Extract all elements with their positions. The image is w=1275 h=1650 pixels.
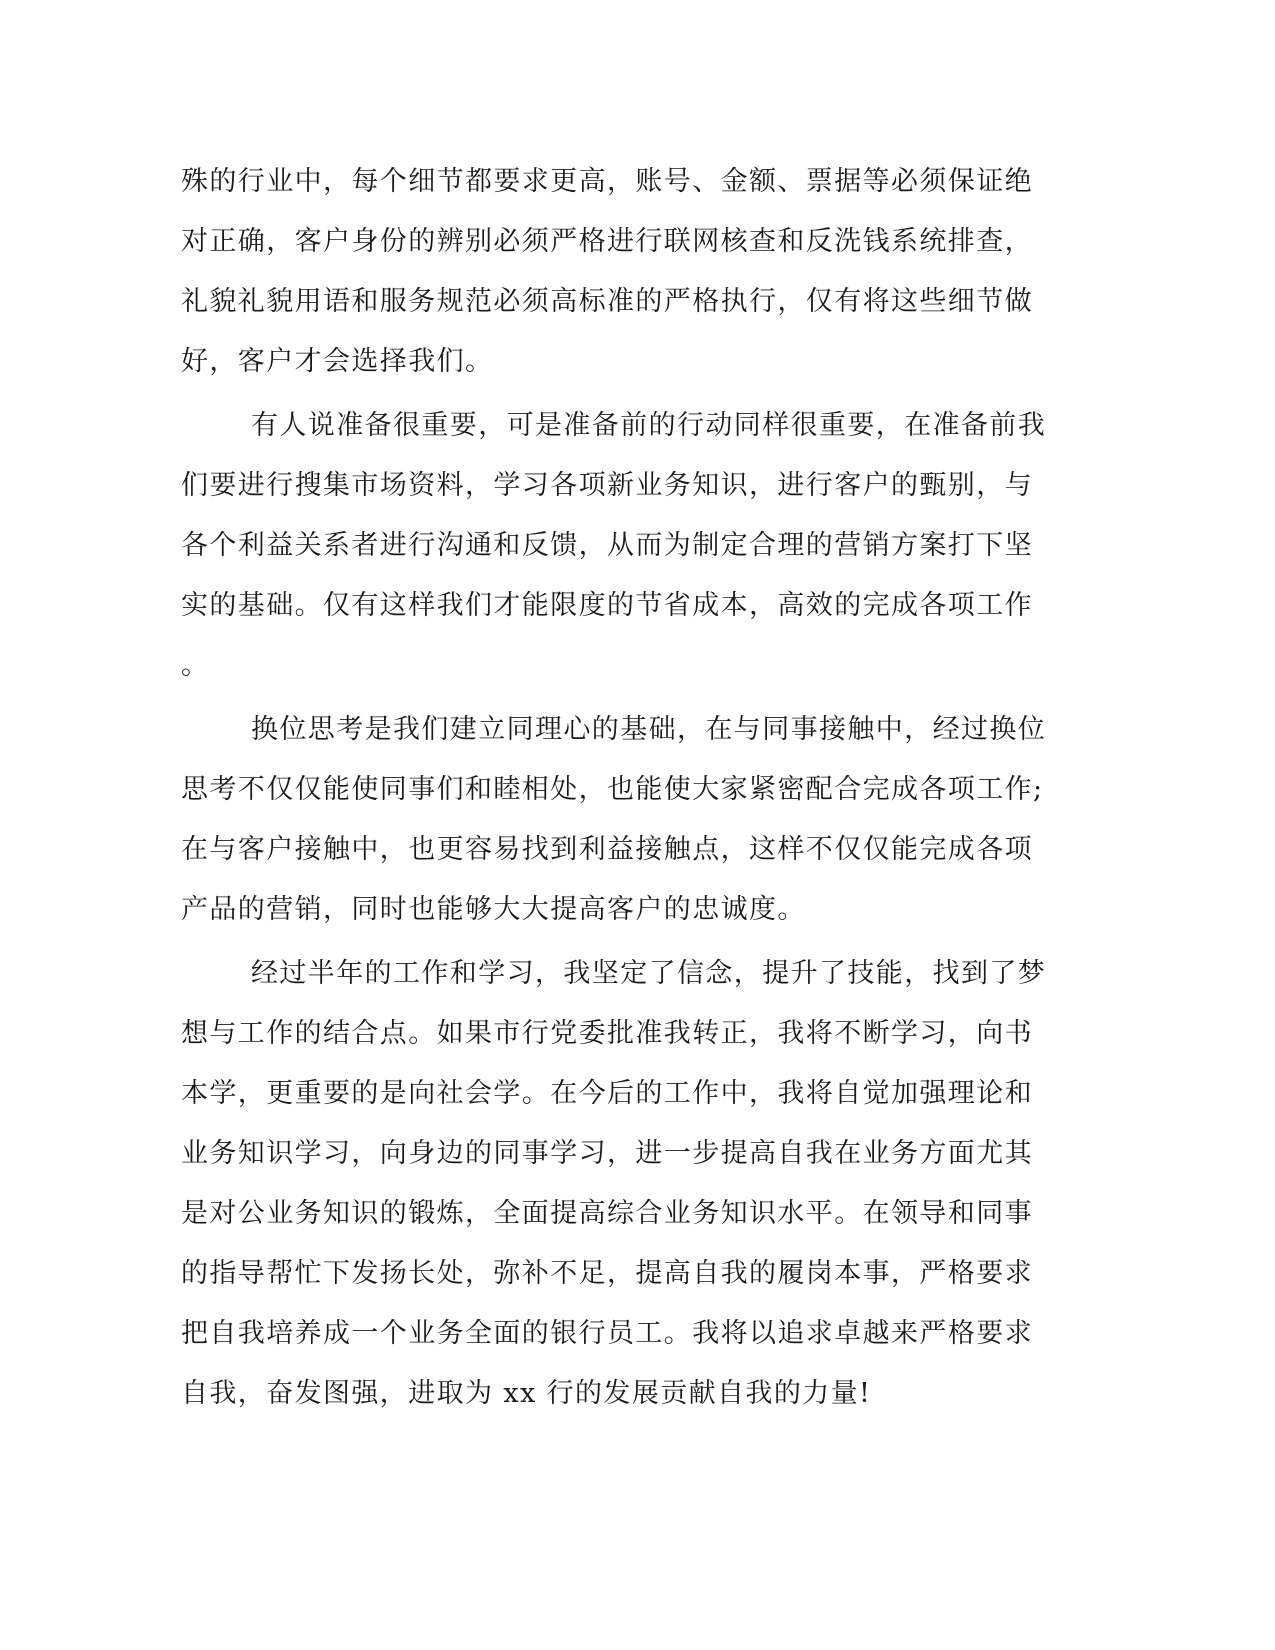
text-line: 经过半年的工作和学习，我坚定了信念，提升了技能，找到了梦 xyxy=(251,958,1047,989)
text-line: 各个利益关系者进行沟通和反馈，从而为制定合理的营销方案打下坚 xyxy=(181,530,1033,561)
text-line: 实的基础。仅有这样我们才能限度的节省成本，高效的完成各项工作 xyxy=(181,590,1033,621)
text-line: 业务知识学习，向身边的同事学习，进一步提高自我在业务方面尤其 xyxy=(181,1138,1033,1169)
text-line: 想与工作的结合点。如果市行党委批准我转正，我将不断学习，向书 xyxy=(181,1018,1033,1049)
text-line: 殊的行业中，每个细节都要求更高，账号、金额、票据等必须保证绝 xyxy=(181,166,1033,197)
text-line: 好，客户才会选择我们。 xyxy=(181,346,494,377)
text-line: 对正确，客户身份的辨别必须严格进行联网核查和反洗钱系统排查， xyxy=(181,226,1033,257)
text-line: 本学，更重要的是向社会学。在今后的工作中，我将自觉加强理论和 xyxy=(181,1078,1033,1109)
text-line: 礼貌礼貌用语和服务规范必须高标准的严格执行，仅有将这些细节做 xyxy=(181,286,1033,317)
text-line: 们要进行搜集市场资料，学习各项新业务知识，进行客户的甄别，与 xyxy=(181,470,1033,501)
text-line: 自我，奋发图强，进取为 xx 行的发展贡献自我的力量! xyxy=(181,1378,872,1409)
text-line: 把自我培养成一个业务全面的银行员工。我将以追求卓越来严格要求 xyxy=(181,1318,1033,1349)
text-line: 在与客户接触中，也更容易找到利益接触点，这样不仅仅能完成各项 xyxy=(181,834,1033,865)
text-line: 的指导帮忙下发扬长处，弥补不足，提高自我的履岗本事，严格要求 xyxy=(181,1258,1033,1289)
text-line: 产品的营销，同时也能够大大提高客户的忠诚度。 xyxy=(181,894,806,925)
text-line: 有人说准备很重要，可是准备前的行动同样很重要，在准备前我 xyxy=(251,410,1047,441)
text-line: 换位思考是我们建立同理心的基础，在与同事接触中，经过换位 xyxy=(251,714,1047,745)
paragraph-1 xyxy=(181,152,1041,392)
paragraph-2 xyxy=(181,396,1047,696)
text-line: 。 xyxy=(181,650,210,681)
text-line: 思考不仅仅能使同事们和睦相处，也能使大家紧密配合完成各项工作; xyxy=(181,774,1044,805)
document-body xyxy=(181,152,1047,1424)
text-line: 是对公业务知识的锻炼，全面提高综合业务知识水平。在领导和同事 xyxy=(181,1198,1033,1229)
paragraph-4 xyxy=(181,944,1047,1424)
paragraph-3 xyxy=(181,700,1047,940)
